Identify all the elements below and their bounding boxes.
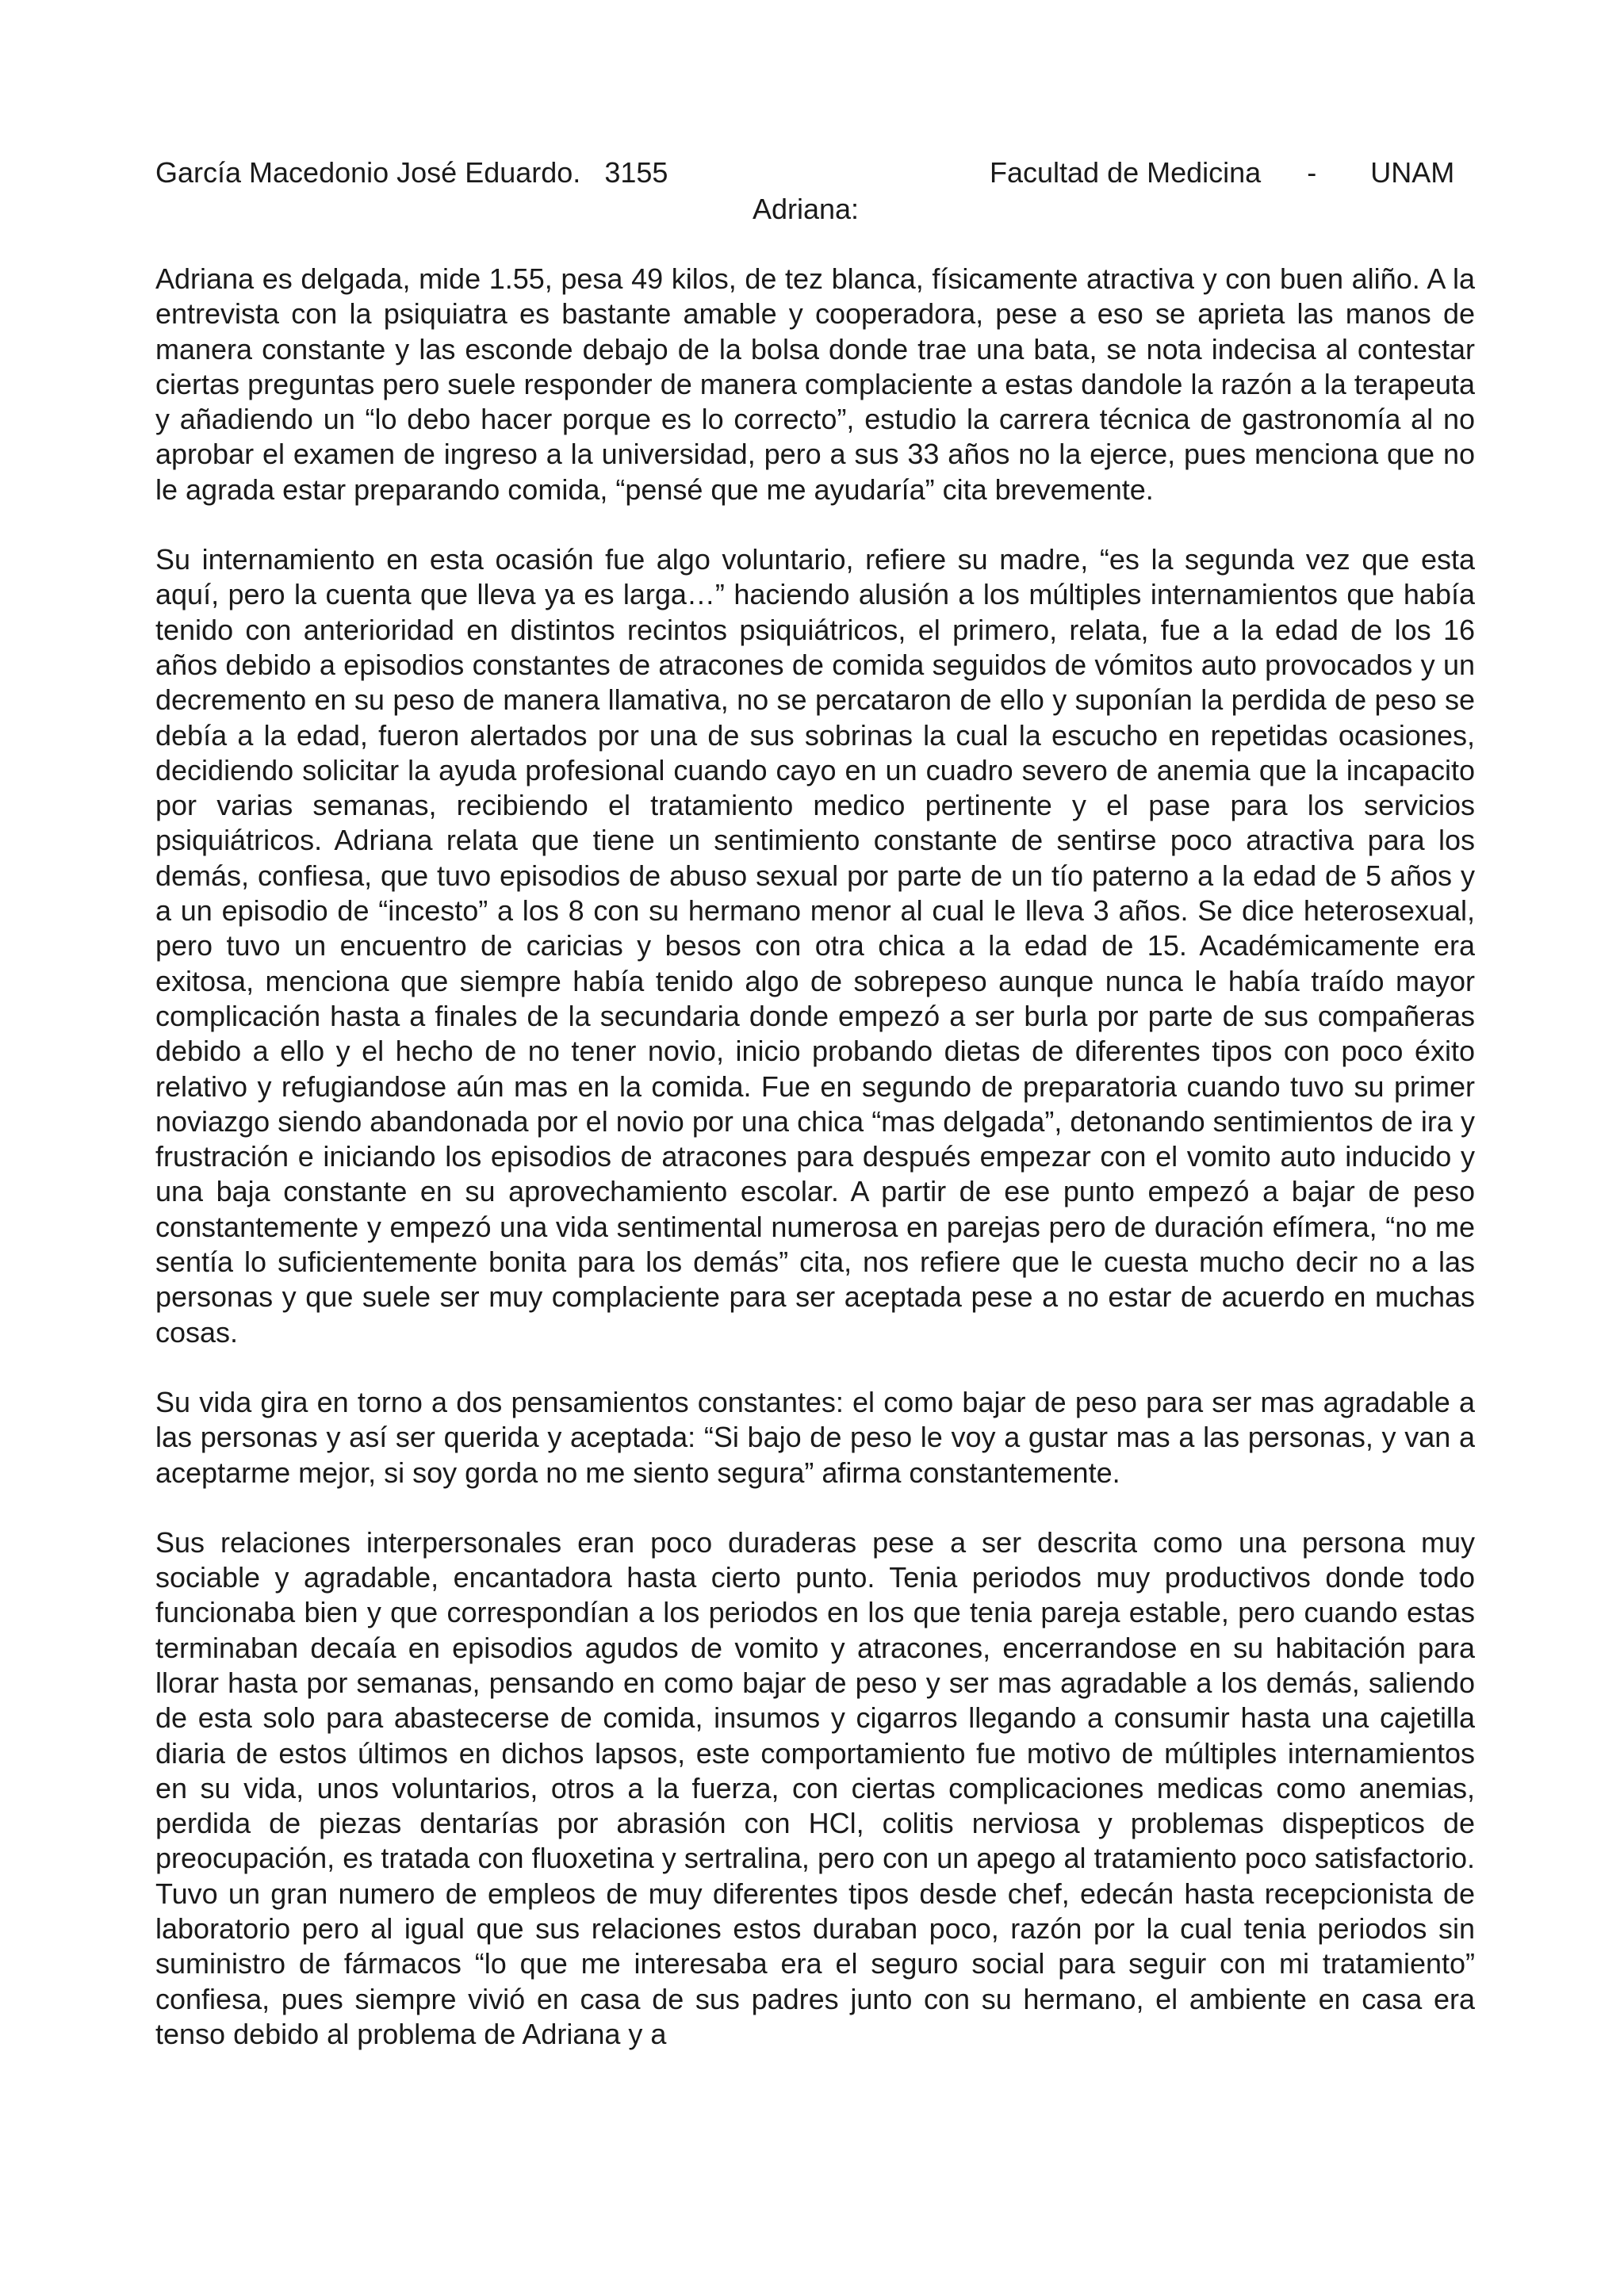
header-separator: - — [1307, 156, 1317, 189]
university-name: UNAM — [1370, 156, 1455, 189]
paragraph: Sus relaciones interpersonales eran poco duraderas pese a ser descrita como una persona muy sociable y agradable, encantadora hasta cierto punto. Tenia periodos muy productivos donde todo funcionaba bien y que correspondían a los periodos en los que tenia pareja estable, pero cuando estas terminaban decaía en episodios agudos de vomito y atracones, encerrandose en su habitación para llorar hasta por semanas, pensando en como bajar de peso y ser mas agradable a los demás, saliendo de esta solo para abastecerse de comida, insumos y cigarros llegando a consumir hasta una cajetilla diaria de estos últimos en dichos lapsos, este comportamiento fue motivo de múltiples internamientos en su vida, unos voluntarios, otros a la fuerza, con ciertas complicaciones medicas como anemias, perdida de piezas dentarías por abrasión con HCl, colitis nerviosa y problemas dispepticos de preocupación, es tratada con fluoxetina y sertralina, pero con un apego al tratamiento poco satisfactorio. Tuvo un gran numero de empleos de muy diferentes tipos desde chef, edecán hasta recepcionista de laboratorio pero al igual que sus relaciones estos duraban poco, razón por la cual tenia periodos sin suministro de fármacos “lo que me interesaba era el seguro social para seguir con mi tratamiento” confiesa, pues siempre vivió en casa de sus padres junto con su hermano, el ambiente en casa era tenso debido al problema de Adriana y a — [155, 1525, 1475, 2050]
document-header — [155, 155, 1472, 227]
document-body — [155, 262, 1475, 2087]
faculty-name: Facultad de Medicina — [990, 156, 1262, 189]
paragraph: Adriana es delgada, mide 1.55, pesa 49 kilos, de tez blanca, físicamente atractiva y con buen aliño. A la entrevista con la psiquiatra es bastante amable y cooperadora, pese a eso se aprieta las manos de manera constante y las esconde debajo de la bolsa donde trae una bata, se nota indecisa al contestar ciertas preguntas pero suele responder de manera complaciente a estas dandole la razón a la terapeuta y añadiendo un “lo debo hacer porque es lo correcto”, estudio la carrera técnica de gastronomía al no aprobar el examen de ingreso a la universidad, pero a sus 33 años no la ejerce, pues menciona que no le agrada estar preparando comida, “pensé que me ayudaría” cita brevemente. — [155, 262, 1475, 506]
paragraph: Su internamiento en esta ocasión fue algo voluntario, refiere su madre, “es la segunda vez que esta aquí, pero la cuenta que lleva ya es larga…” haciendo alusión a los múltiples internamientos que había tenido con anterioridad en distintos recintos psiquiátricos, el primero, relata, fue a la edad de los 16 años debido a episodios constantes de atracones de comida seguidos de vómitos auto provocados y un decremento en su peso de manera llamativa, no se percataron de ello y suponían la perdida de peso se debía a la edad, fueron alertados por una de sus sobrinas la cual la escucho en repetidas ocasiones, decidiendo solicitar la ayuda profesional cuando cayo en un cuadro severo de anemia que la incapacito por varias semanas, recibiendo el tratamiento medico pertinente y el pase para los servicios psiquiátricos. Adriana relata que tiene un sentimiento constante de sentirse poco atractiva para los demás, confiesa, que tuvo episodios de abuso sexual por parte de un tío paterno a la edad de 5 años y a un episodio de “incesto” a los 8 con su hermano menor al cual le lleva 3 años. Se dice heterosexual, pero tuvo un encuentro de caricias y besos con otra chica a la edad de 15. Académicamente era exitosa, menciona que siempre había tenido algo de sobrepeso aunque nunca le había traído mayor complicación hasta a finales de la secundaria donde empezó a ser burla por parte de sus compañeras debido a ello y el hecho de no tener novio, inicio probando dietas de diferentes tipos con poco éxito relativo y refugiandose aún mas en la comida. Fue en segundo de preparatoria cuando tuvo su primer noviazgo siendo abandonada por el novio por una chica “mas delgada”, detonando sentimientos de ira y frustración e iniciando los episodios de atracones para después empezar con el vomito auto inducido y una baja constante en su aprovechamiento escolar. A partir de ese punto empezó a bajar de peso constantemente y empezó una vida sentimental numerosa en parejas pero de duración efímera, “no me sentía lo suficientemente bonita para los demás” cita, nos refiere que le cuesta mucho decir no a las personas y que suele ser muy complaciente para ser aceptada pese a no estar de acuerdo en muchas cosas. — [155, 543, 1475, 1349]
author-line: García Macedonio José Eduardo. 3155 — [155, 156, 668, 189]
institution-line — [990, 155, 1454, 190]
document-title: Adriana: — [752, 193, 860, 225]
paragraph: Su vida gira en torno a dos pensamientos constantes: el como bajar de peso para ser mas agradable a las personas y así ser querida y aceptada: “Si bajo de peso le voy a gustar mas a las personas, y van a aceptarme mejor, si soy gorda no me siento segura” afirma constantemente. — [155, 1385, 1475, 1489]
